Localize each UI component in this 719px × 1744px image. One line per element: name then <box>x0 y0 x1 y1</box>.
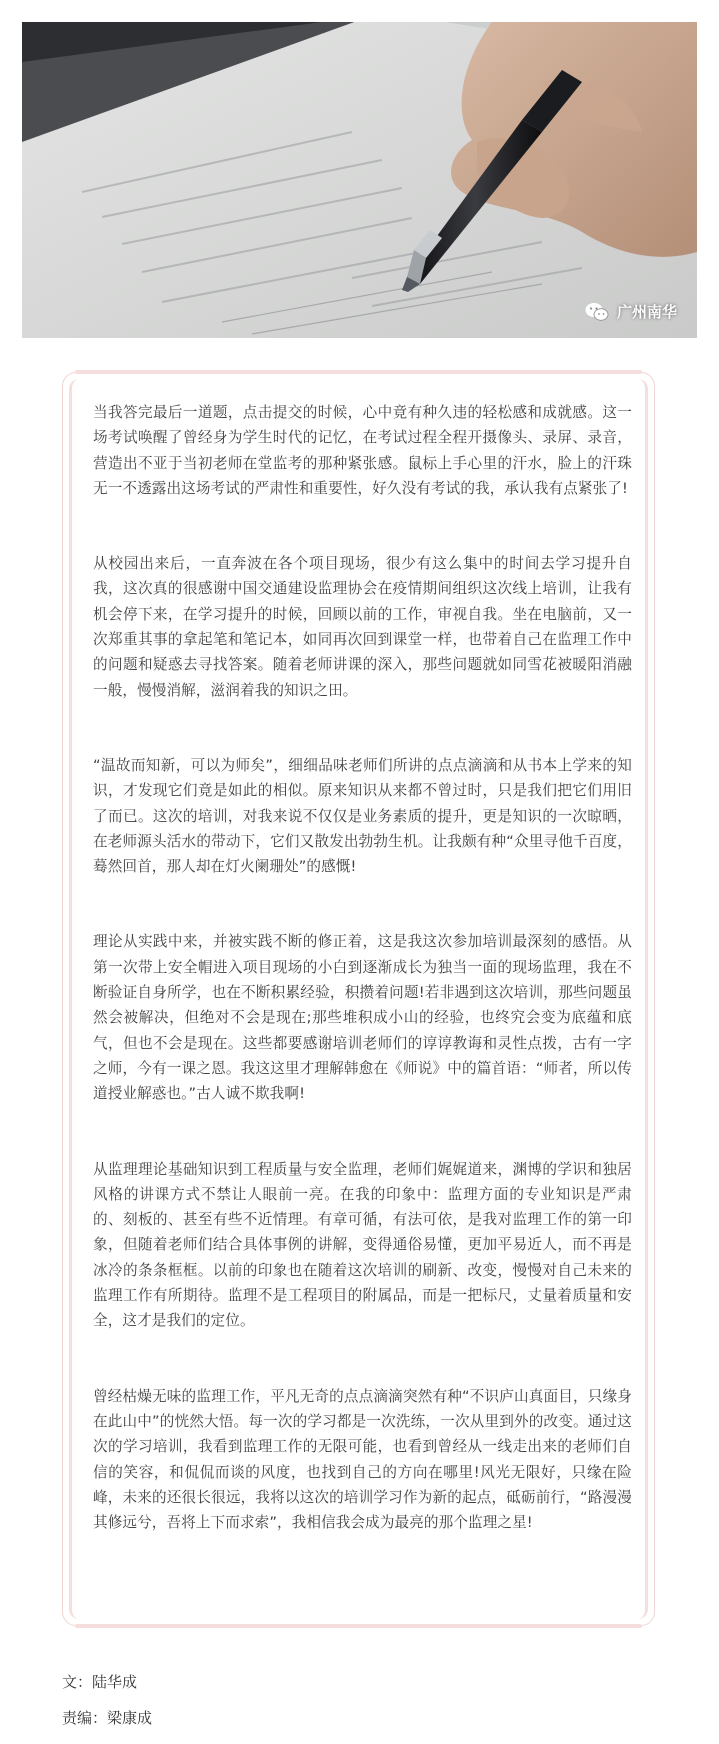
article-body <box>93 400 632 1585</box>
paragraph-6: 曾经枯燥无味的监理工作，平凡无奇的点点滴滴突然有种“不识庐山真面目，只缘身在此山中”的恍然大悟。每一次的学习都是一次洗练，一次从里到外的改变。通过这次的学习培训，我看到监理工作的无限可能，也看到曾经从一线走出来的老师们自信的笑容，和侃侃而谈的风度，也找到自己的方向在哪里!风光无限好，只缘在险峰，未来的还很长很远，我将以这次的培训学习作为新的起点，砥砺前行，“路漫漫其修远兮，吾将上下而求索”，我相信我会成为最亮的那个监理之星! <box>93 1387 632 1532</box>
paragraph-3: “温故而知新，可以为师矣”，细细品味老师们所讲的点点滴滴和从书本上学来的知识，才发现它们竟是如此的相似。原来知识从来都不曾过时，只是我们把它们用旧了而已。这次的培训，对我来说不仅仅是业务素质的提升，更是知识的一次晾晒，在老师源头活水的带动下，它们又散发出勃勃生机。让我颇有种“众里寻他千百度，蓦然回首，那人却在灯火阑珊处”的感慨! <box>93 756 632 876</box>
article-credits <box>62 1664 152 1736</box>
editor-credit: 责编：梁康成 <box>62 1709 153 1727</box>
header-image <box>22 22 697 338</box>
paragraph-1: 当我答完最后一道题，点击提交的时候，心中竟有种久违的轻松感和成就感。这一场考试唤醒了曾经身为学生时代的记忆，在考试过程全程开摄像头、录屏、录音，营造出不亚于当初老师在堂监考的那种紧张感。鼠标上手心里的汗水，脸上的汗珠无一不透露出这场考试的严肃性和重要性，好久没有考试的我，承认我有点紧张了! <box>93 404 632 497</box>
watermark-text: 广州南华 <box>616 303 677 321</box>
paragraph-4: 理论从实践中来，并被实践不断的修正着，这是我这次参加培训最深刻的感悟。从第一次带上安全帽进入项目现场的小白到逐渐成长为独当一面的现场监理，我在不断验证自身所学，也在不断积累经验，积攒着问题!若非遇到这次培训，那些问题虽然会被解决，但绝对不会是现在;那些堆积成小山的经验，也终究会变为底蕴和底气，但也不会是现在。这些都要感谢培训老师们的谆谆教诲和灵性点拨，古有一字之师，今有一课之恩。我这这里才理解韩愈在《师说》中的篇首语：“师者，所以传道授业解惑也。”古人诚不欺我啊! <box>93 933 632 1103</box>
source-watermark <box>585 301 677 322</box>
paragraph-2: 从校园出来后，一直奔波在各个项目现场，很少有这么集中的时间去学习提升自我，这次真的很感谢中国交通建设监理协会在疫情期间组织这次线上培训，让我有机会停下来，在学习提升的时候，回顾以前的工作，审视自我。坐在电脑前，又一次郑重其事的拿起笔和笔记本，如同再次回到课堂一样，也带着自己在监理工作中的问题和疑惑去寻找答案。随着老师讲课的深入，那些问题就如同雪花被暖阳消融一般，慢慢消解，滋润着我的知识之田。 <box>93 555 632 699</box>
paragraph-5: 从监理理论基础知识到工程质量与安全监理，老师们娓娓道来，渊博的学识和独居风格的讲课方式不禁让人眼前一亮。在我的印象中：监理方面的专业知识是严肃的、刻板的、甚至有些不近情理。有章可循，有法可依，是我对监理工作的第一印象，但随着老师们结合具体事例的讲解，变得通俗易懂，更加平易近人，而不再是冰冷的条条框框。以前的印象也在随着这次培训的刷新、改变，慢慢对自己未来的监理工作有所期待。监理不是工程项目的附属品，而是一把标尺，丈量着质量和安全，这才是我们的定位。 <box>93 1160 632 1330</box>
pen-writing-illustration <box>22 22 697 338</box>
author-credit: 文：陆华成 <box>62 1673 138 1691</box>
article-card <box>62 372 655 1626</box>
wechat-icon <box>585 302 609 322</box>
